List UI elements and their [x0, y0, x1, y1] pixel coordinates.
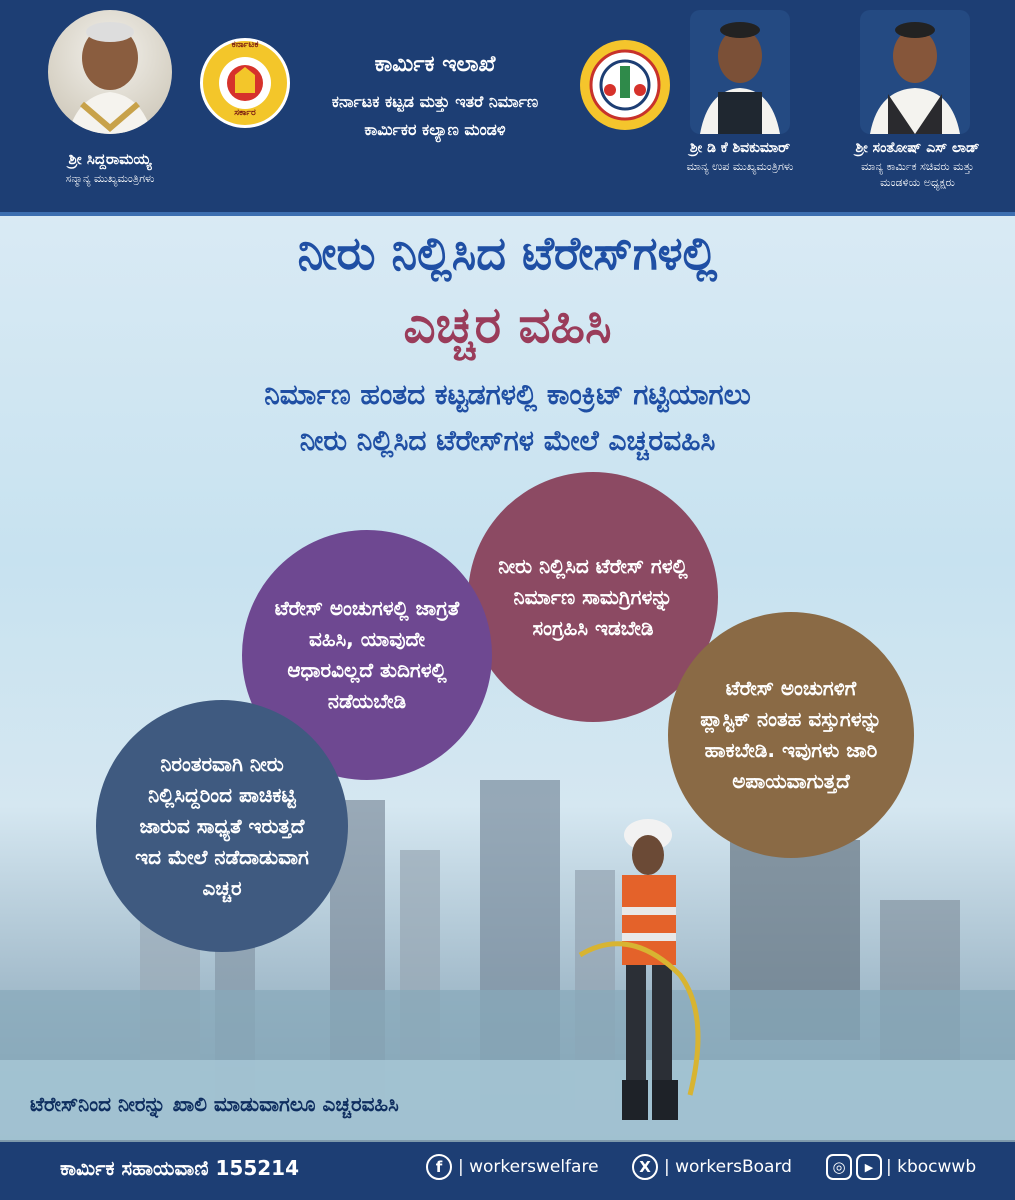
- main-title-line2: ಎಚ್ಚರ ವಹಿಸಿ: [403, 296, 612, 354]
- labour-minister-photo: [860, 10, 970, 134]
- department-title: ಕಾರ್ಮಿಕ ಇಲಾಖೆ: [374, 52, 496, 77]
- x-twitter-icon: X: [632, 1154, 658, 1180]
- labour-minister-role-line1: ಮಾನ್ಯ ಕಾರ್ಮಿಕ ಸಚಿವರು ಮತ್ತು: [861, 160, 974, 173]
- subtitle-line1: ನಿರ್ಮಾಣ ಹಂತದ ಕಟ್ಟಡಗಳಲ್ಲಿ ಕಾಂಕ್ರಿಟ್ ಗಟ್ಟಿಯಾಗಲು: [264, 378, 751, 411]
- tip-text-algae: ನಿರಂತರವಾಗಿ ನೀರು ನಿಲ್ಲಿಸಿದ್ದರಿಂದ ಪಾಚಿಕಟ್ಟಿ ಜಾರುವ ಸಾಧ್ಯತೆ ಇರುತ್ತದೆ ಇದ ಮೇಲೆ ನಡೆದಾಡುವಾಗ ಎಚ್ಚರ: [135, 751, 309, 900]
- instagram-youtube-link[interactable]: [826, 1154, 976, 1180]
- deputy-cm-photo: [690, 10, 790, 134]
- board-name-line1: ಕರ್ನಾಟಕ ಕಟ್ಟಡ ಮತ್ತು ಇತರೆ ನಿರ್ಮಾಣ: [331, 92, 539, 111]
- facebook-handle: | workerswelfare: [458, 1157, 599, 1177]
- bottom-caution-note: ಟೆರೇಸ್‌ನಿಂದ ನೀರನ್ನು ಖಾಲಿ ಮಾಡುವಾಗಲೂ ಎಚ್ಚರವಹಿಸಿ: [30, 1092, 399, 1116]
- tip-circle-algae: [96, 700, 348, 952]
- board-name-line2: ಕಾರ್ಮಿಕರ ಕಲ್ಯಾಣ ಮಂಡಳಿ: [364, 120, 506, 139]
- labour-minister-role-line2: ಮಂಡಳಿಯ ಅಧ್ಯಕ್ಷರು: [880, 176, 955, 189]
- tip-circle-plastic: [668, 612, 914, 858]
- karnataka-logo-text-top: ಕರ್ನಾಟಕ: [231, 40, 259, 50]
- tip-text-plastic: ಟೆರೇಸ್ ಅಂಚುಗಳಿಗೆ ಪ್ಲಾಸ್ಟಿಕ್ ನಂತಹ ವಸ್ತುಗಳನ್ನು ಹಾಕಬೇಡಿ. ಇವುಗಳು ಜಾರಿ ಅಪಾಯವಾಗುತ್ತದೆ: [700, 676, 882, 793]
- chief-minister-photo: [48, 10, 172, 134]
- welfare-board-logo: [580, 40, 670, 130]
- subtitle-line2: ನೀರು ನಿಲ್ಲಿಸಿದ ಟೆರೇಸ್‌ಗಳ ಮೇಲೆ ಎಚ್ಚರವಹಿಸಿ: [299, 424, 716, 457]
- chief-minister-role: ಸನ್ಮಾನ್ಯ ಮುಖ್ಯಮಂತ್ರಿಗಳು: [65, 172, 155, 185]
- helpline-text: ಕಾರ್ಮಿಕ ಸಹಾಯವಾಣಿ 155214: [60, 1156, 299, 1180]
- karnataka-logo-text-bottom: ಸರ್ಕಾರ: [234, 108, 256, 118]
- facebook-icon: f: [426, 1154, 452, 1180]
- labour-minister-name: ಶ್ರೀ ಸಂತೋಷ್ ಎಸ್ ಲಾಡ್: [855, 140, 980, 156]
- instagram-icon: ◎: [826, 1154, 852, 1180]
- main-title-line1: ನೀರು ನಿಲ್ಲಿಸಿದ ಟೆರೇಸ್‌ಗಳಲ್ಲಿ: [297, 226, 718, 280]
- tip-text-materials: ನೀರು ನಿಲ್ಲಿಸಿದ ಟೆರೇಸ್ ಗಳಲ್ಲಿ ನಿರ್ಮಾಣ ಸಾಮಗ್ರಿಗಳನ್ನು ಸಂಗ್ರಹಿಸಿ ಇಡಬೇಡಿ: [498, 553, 688, 640]
- worker-spraying-water-illustration: [560, 815, 730, 1130]
- twitter-link[interactable]: [632, 1154, 792, 1180]
- deputy-cm-name: ಶ್ರೀ ಡಿ ಕೆ ಶಿವಕುಮಾರ್: [689, 140, 791, 156]
- deputy-cm-role: ಮಾನ್ಯ ಉಪ ಮುಖ್ಯಮಂತ್ರಿಗಳು: [686, 160, 794, 173]
- facebook-link[interactable]: [426, 1154, 599, 1180]
- instagram-youtube-handle: | kbocwwb: [886, 1157, 977, 1177]
- chief-minister-name: ಶ್ರೀ ಸಿದ್ದರಾಮಯ್ಯ: [68, 150, 152, 168]
- tip-text-edges: ಟೆರೇಸ್ ಅಂಚುಗಳಲ್ಲಿ ಜಾಗ್ರತೆ ವಹಿಸಿ, ಯಾವುದೇ ಆಧಾರವಿಲ್ಲದೆ ತುದಿಗಳಲ್ಲಿ ನಡೆಯಬೇಡಿ: [274, 596, 460, 713]
- twitter-handle: | workersBoard: [664, 1157, 792, 1177]
- youtube-icon: ▶: [856, 1154, 882, 1180]
